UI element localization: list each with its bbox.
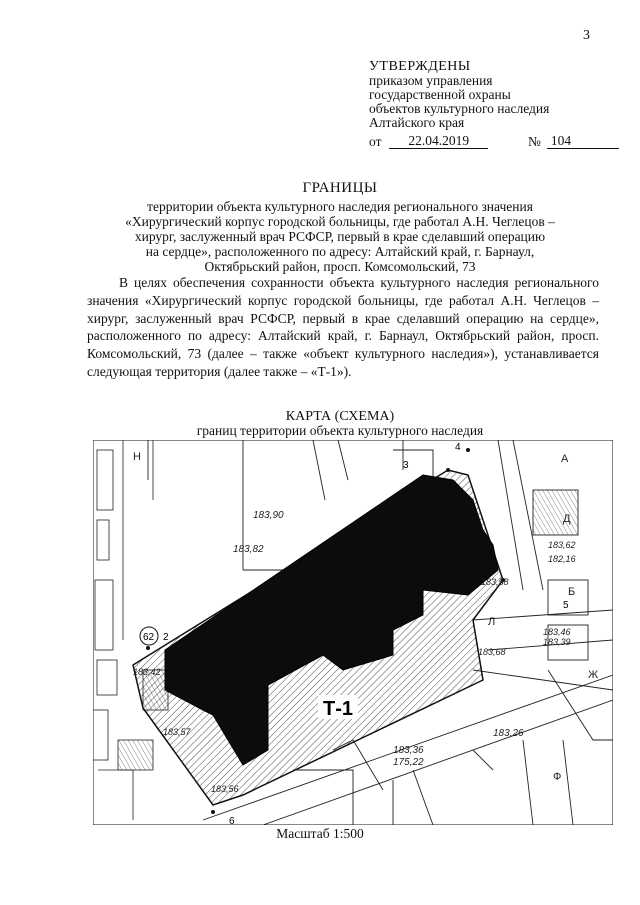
approval-line: Алтайского края: [369, 115, 465, 130]
approval-block: [369, 60, 619, 149]
svg-text:Д: Д: [563, 513, 571, 525]
svg-text:183,26: 183,26: [493, 728, 524, 739]
heading-subtitle-line: хирург, заслуженный врач РСФСР, первый в крае сделавший операцию: [134, 229, 546, 244]
heading-subtitle-line: на сердце», расположенного по адресу: Алтайский край, г. Барнаул,: [145, 244, 535, 259]
date-prefix: от: [369, 134, 382, 149]
map-subtitle: границ территории объекта культурного наследия: [196, 423, 484, 438]
body-paragraph: В целях обеспечения сохранности объекта культурного наследия регионального значения «Хирургический корпус городской больницы, где работал А.Н. Чеглецов – хирург, заслуженный врач РСФСР, первый в крае сделавший операцию на сердце», расположенного по адресу: Алтайский край, г. Барнаул, Октябрьский район, просп. Комсомольский, 73 (далее – также «объект культурного наследия»), устанавливается следующая территория (далее также – «Т-1»).: [87, 275, 599, 379]
svg-text:183,36: 183,36: [393, 745, 424, 756]
svg-text:183,58: 183,58: [481, 577, 509, 587]
page-number: 3: [583, 28, 590, 43]
point-label-6: 6: [229, 816, 235, 825]
approval-number: 104: [547, 134, 619, 149]
heading-subtitle-line: территории объекта культурного наследия регионального значения: [147, 199, 533, 214]
svg-text:183,39: 183,39: [543, 637, 571, 647]
document-heading: [60, 180, 620, 274]
territory-label: Т-1: [323, 698, 353, 720]
svg-text:Б: Б: [568, 586, 576, 598]
svg-text:Ф: Ф: [553, 771, 562, 783]
heading-subtitle-line: «Хирургический корпус городской больницы, где работал А.Н. Чеглецов –: [125, 214, 555, 229]
svg-text:183,56: 183,56: [211, 784, 239, 794]
svg-text:А: А: [561, 453, 569, 465]
approval-line: приказом управления: [369, 73, 493, 88]
svg-text:Л: Л: [488, 616, 496, 628]
territory-map: [93, 440, 613, 825]
heading-title: ГРАНИЦЫ: [302, 180, 378, 196]
point-label-5: 5: [563, 600, 569, 611]
svg-text:175,22: 175,22: [393, 757, 424, 768]
approval-title: УТВЕРЖДЕНЫ: [369, 59, 471, 74]
point-label-2: 2: [163, 632, 169, 643]
approval-date-line: [369, 134, 619, 149]
svg-text:Ж: Ж: [588, 669, 599, 681]
map-scale: Масштаб 1:500: [276, 826, 364, 841]
map-heading: [60, 410, 620, 438]
number-prefix: №: [527, 134, 541, 149]
lot-circle-label: 62: [143, 632, 155, 643]
point-label-4: 4: [455, 442, 461, 453]
point-label-3: 3: [403, 460, 409, 471]
heading-subtitle: [90, 199, 590, 274]
approval-line: государственной охраны: [369, 87, 511, 102]
svg-text:Н: Н: [133, 451, 141, 463]
svg-text:183,82: 183,82: [233, 544, 264, 555]
svg-text:183,68: 183,68: [478, 647, 506, 657]
svg-text:183,46: 183,46: [543, 627, 571, 637]
heading-subtitle-line: Октябрьский район, просп. Комсомольский, 73: [204, 259, 476, 274]
svg-text:182,16: 182,16: [548, 554, 576, 564]
map-title: КАРТА (СХЕМА): [285, 409, 395, 424]
svg-text:183,90: 183,90: [253, 510, 284, 521]
svg-text:183,42: 183,42: [133, 667, 161, 677]
svg-text:183,57: 183,57: [163, 727, 191, 737]
approval-line: объектов культурного наследия: [369, 101, 550, 116]
svg-text:183,62: 183,62: [548, 540, 576, 550]
approval-date: 22.04.2019: [389, 134, 487, 149]
